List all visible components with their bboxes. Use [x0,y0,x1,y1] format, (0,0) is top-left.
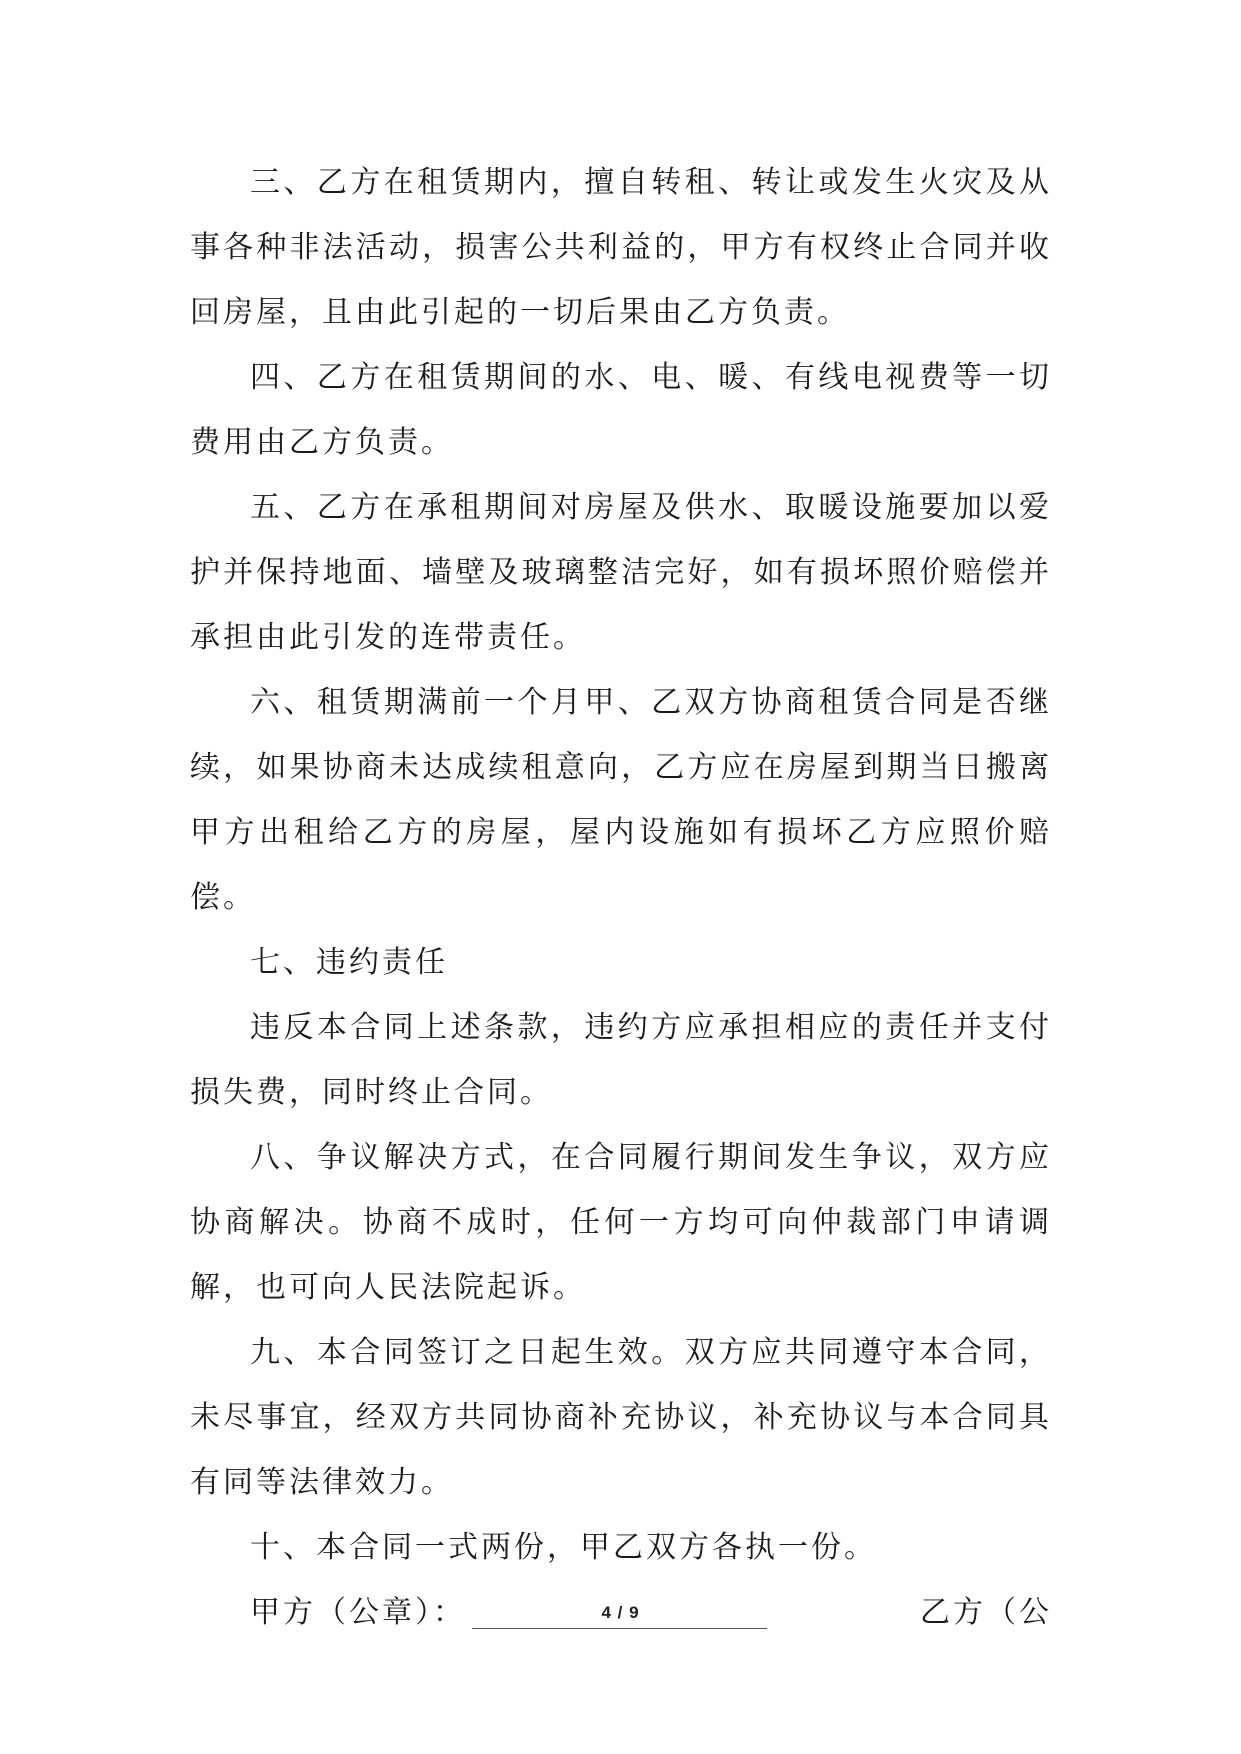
clause-3: 三、乙方在租赁期内，擅自转租、转让或发生火灾及从事各种非法活动，损害公共利益的，甲方有权终止合同并收回房屋，且由此引起的一切后果由乙方负责。 [190,165,1052,330]
clause-8: 八、争议解决方式，在合同履行期间发生争议，双方应协商解决。协商不成时，任何一方均可向仲裁部门申请调解，也可向人民法院起诉。 [190,1140,1052,1305]
page-number: 4 / 9 [601,1603,640,1622]
clause-7-heading: 七、违约责任 [250,945,448,980]
document-body [190,150,1052,1645]
party-b-label: 乙方（公 [920,1595,1052,1630]
clause-7-body: 违反本合同上述条款，违约方应承担相应的责任并支付损失费，同时终止合同。 [190,1010,1052,1110]
clause-5: 五、乙方在承租期间对房屋及供水、取暖设施要加以爱护并保持地面、墙壁及玻璃整洁完好，如有损坏照价赔偿并承担由此引发的连带责任。 [190,490,1052,655]
party-a-label: 甲方（公章）： [250,1595,466,1630]
clause-9: 九、本合同签订之日起生效。双方应共同遵守本合同，未尽事宜，经双方共同协商补充协议，补充协议与本合同具有同等法律效力。 [190,1335,1052,1500]
clause-6: 六、租赁期满前一个月甲、乙双方协商租赁合同是否继续，如果协商未达成续租意向，乙方应在房屋到期当日搬离甲方出租给乙方的房屋，屋内设施如有损坏乙方应照价赔偿。 [190,685,1052,915]
party-a-signature-blank [472,1627,767,1629]
clause-4: 四、乙方在租赁期间的水、电、暖、有线电视费等一切费用由乙方负责。 [190,360,1052,460]
clause-10: 十、本合同一式两份，甲乙双方各执一份。 [250,1530,877,1565]
